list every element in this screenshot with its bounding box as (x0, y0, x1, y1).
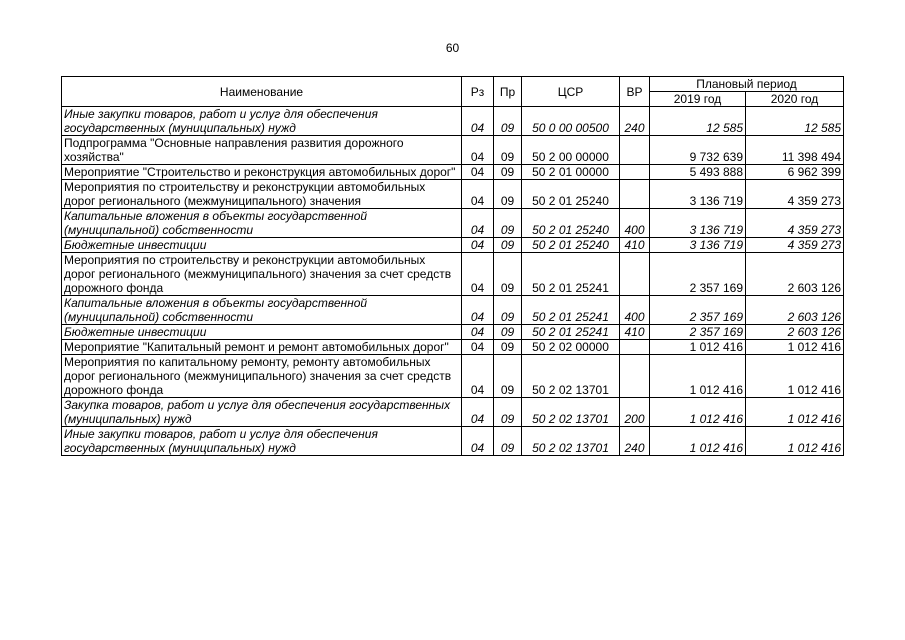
cell-rz: 04 (462, 253, 494, 296)
cell-vr (620, 136, 650, 165)
cell-name: Мероприятия по строительству и реконструкции автомобильных дорог регионального (межмуниципального) значения за счет средств дорожного фонда (62, 253, 462, 296)
cell-pr: 09 (494, 165, 522, 180)
cell-2020: 11 398 494 (746, 136, 844, 165)
header-year-2020: 2020 год (746, 92, 844, 107)
cell-2020: 6 962 399 (746, 165, 844, 180)
page-number: 60 (445, 41, 460, 55)
cell-vr: 400 (620, 296, 650, 325)
cell-pr: 09 (494, 325, 522, 340)
cell-2019: 1 012 416 (650, 398, 746, 427)
cell-2020: 4 359 273 (746, 238, 844, 253)
cell-vr (620, 180, 650, 209)
cell-vr (620, 340, 650, 355)
cell-2019: 2 357 169 (650, 253, 746, 296)
cell-name: Закупка товаров, работ и услуг для обеспечения государственных (муниципальных) нужд (62, 398, 462, 427)
table-row (62, 398, 844, 427)
cell-pr: 09 (494, 253, 522, 296)
header-vr: ВР (620, 77, 650, 107)
cell-name: Мероприятия по строительству и реконструкции автомобильных дорог регионального (межмуниципального) значения (62, 180, 462, 209)
cell-pr: 09 (494, 427, 522, 456)
cell-2019: 12 585 (650, 107, 746, 136)
cell-2020: 1 012 416 (746, 355, 844, 398)
cell-2019: 5 493 888 (650, 165, 746, 180)
table-row (62, 136, 844, 165)
cell-csr: 50 2 02 13701 (522, 398, 620, 427)
cell-2020: 1 012 416 (746, 398, 844, 427)
cell-name: Иные закупки товаров, работ и услуг для обеспечения государственных (муниципальных) нужд (62, 427, 462, 456)
header-rz: Рз (462, 77, 494, 107)
cell-csr: 50 2 01 25240 (522, 238, 620, 253)
cell-csr: 50 2 01 25240 (522, 209, 620, 238)
cell-2019: 2 357 169 (650, 296, 746, 325)
cell-2020: 4 359 273 (746, 180, 844, 209)
table-row (62, 238, 844, 253)
cell-rz: 04 (462, 209, 494, 238)
cell-vr (620, 355, 650, 398)
cell-csr: 50 2 02 00000 (522, 340, 620, 355)
cell-pr: 09 (494, 340, 522, 355)
cell-2019: 1 012 416 (650, 340, 746, 355)
header-pr: Пр (494, 77, 522, 107)
cell-2019: 3 136 719 (650, 238, 746, 253)
cell-rz: 04 (462, 355, 494, 398)
cell-2020: 4 359 273 (746, 209, 844, 238)
cell-2020: 1 012 416 (746, 427, 844, 456)
cell-vr (620, 165, 650, 180)
cell-vr: 410 (620, 325, 650, 340)
cell-csr: 50 2 02 13701 (522, 355, 620, 398)
cell-rz: 04 (462, 238, 494, 253)
cell-2019: 9 732 639 (650, 136, 746, 165)
table-row (62, 253, 844, 296)
cell-vr: 240 (620, 107, 650, 136)
cell-rz: 04 (462, 296, 494, 325)
cell-2019: 3 136 719 (650, 180, 746, 209)
cell-csr: 50 2 00 00000 (522, 136, 620, 165)
table-header (62, 77, 844, 107)
cell-2019: 1 012 416 (650, 355, 746, 398)
cell-rz: 04 (462, 325, 494, 340)
cell-name: Мероприятие "Капитальный ремонт и ремонт автомобильных дорог" (62, 340, 462, 355)
cell-pr: 09 (494, 355, 522, 398)
cell-name: Мероприятие "Строительство и реконструкция автомобильных дорог" (62, 165, 462, 180)
cell-csr: 50 2 01 25240 (522, 180, 620, 209)
cell-csr: 50 2 02 13701 (522, 427, 620, 456)
header-plan-period: Плановый период (650, 77, 844, 92)
cell-csr: 50 2 01 25241 (522, 296, 620, 325)
header-name: Наименование (62, 77, 462, 107)
cell-vr (620, 253, 650, 296)
table-row (62, 107, 844, 136)
cell-rz: 04 (462, 165, 494, 180)
cell-name: Капитальные вложения в объекты государственной (муниципальной) собственности (62, 296, 462, 325)
cell-vr: 400 (620, 209, 650, 238)
cell-2019: 3 136 719 (650, 209, 746, 238)
table-row (62, 355, 844, 398)
cell-csr: 50 2 01 25241 (522, 253, 620, 296)
cell-name: Иные закупки товаров, работ и услуг для обеспечения государственных (муниципальных) нужд (62, 107, 462, 136)
table-row (62, 209, 844, 238)
cell-vr: 240 (620, 427, 650, 456)
cell-rz: 04 (462, 398, 494, 427)
cell-2020: 12 585 (746, 107, 844, 136)
cell-2019: 1 012 416 (650, 427, 746, 456)
cell-2020: 2 603 126 (746, 253, 844, 296)
cell-name: Мероприятия по капитальному ремонту, ремонту автомобильных дорог регионального (межмуниципального) значения за счет средств дорожного фонда (62, 355, 462, 398)
cell-csr: 50 2 01 25241 (522, 325, 620, 340)
cell-rz: 04 (462, 136, 494, 165)
table-row (62, 180, 844, 209)
cell-pr: 09 (494, 136, 522, 165)
cell-pr: 09 (494, 296, 522, 325)
cell-rz: 04 (462, 107, 494, 136)
cell-2019: 2 357 169 (650, 325, 746, 340)
cell-2020: 2 603 126 (746, 325, 844, 340)
cell-vr: 410 (620, 238, 650, 253)
cell-rz: 04 (462, 427, 494, 456)
cell-pr: 09 (494, 209, 522, 238)
header-year-2019: 2019 год (650, 92, 746, 107)
table-row (62, 340, 844, 355)
cell-pr: 09 (494, 107, 522, 136)
cell-name: Бюджетные инвестиции (62, 325, 462, 340)
cell-name: Капитальные вложения в объекты государственной (муниципальной) собственности (62, 209, 462, 238)
budget-table (61, 76, 844, 456)
table-row (62, 325, 844, 340)
table-row (62, 296, 844, 325)
cell-rz: 04 (462, 180, 494, 209)
cell-pr: 09 (494, 238, 522, 253)
cell-csr: 50 2 01 00000 (522, 165, 620, 180)
header-csr: ЦСР (522, 77, 620, 107)
cell-pr: 09 (494, 398, 522, 427)
cell-2020: 1 012 416 (746, 340, 844, 355)
cell-csr: 50 0 00 00500 (522, 107, 620, 136)
cell-2020: 2 603 126 (746, 296, 844, 325)
table-row (62, 427, 844, 456)
table-body (62, 107, 844, 456)
table-row (62, 165, 844, 180)
cell-vr: 200 (620, 398, 650, 427)
cell-name: Подпрограмма "Основные направления развития дорожного хозяйства" (62, 136, 462, 165)
cell-name: Бюджетные инвестиции (62, 238, 462, 253)
cell-rz: 04 (462, 340, 494, 355)
cell-pr: 09 (494, 180, 522, 209)
